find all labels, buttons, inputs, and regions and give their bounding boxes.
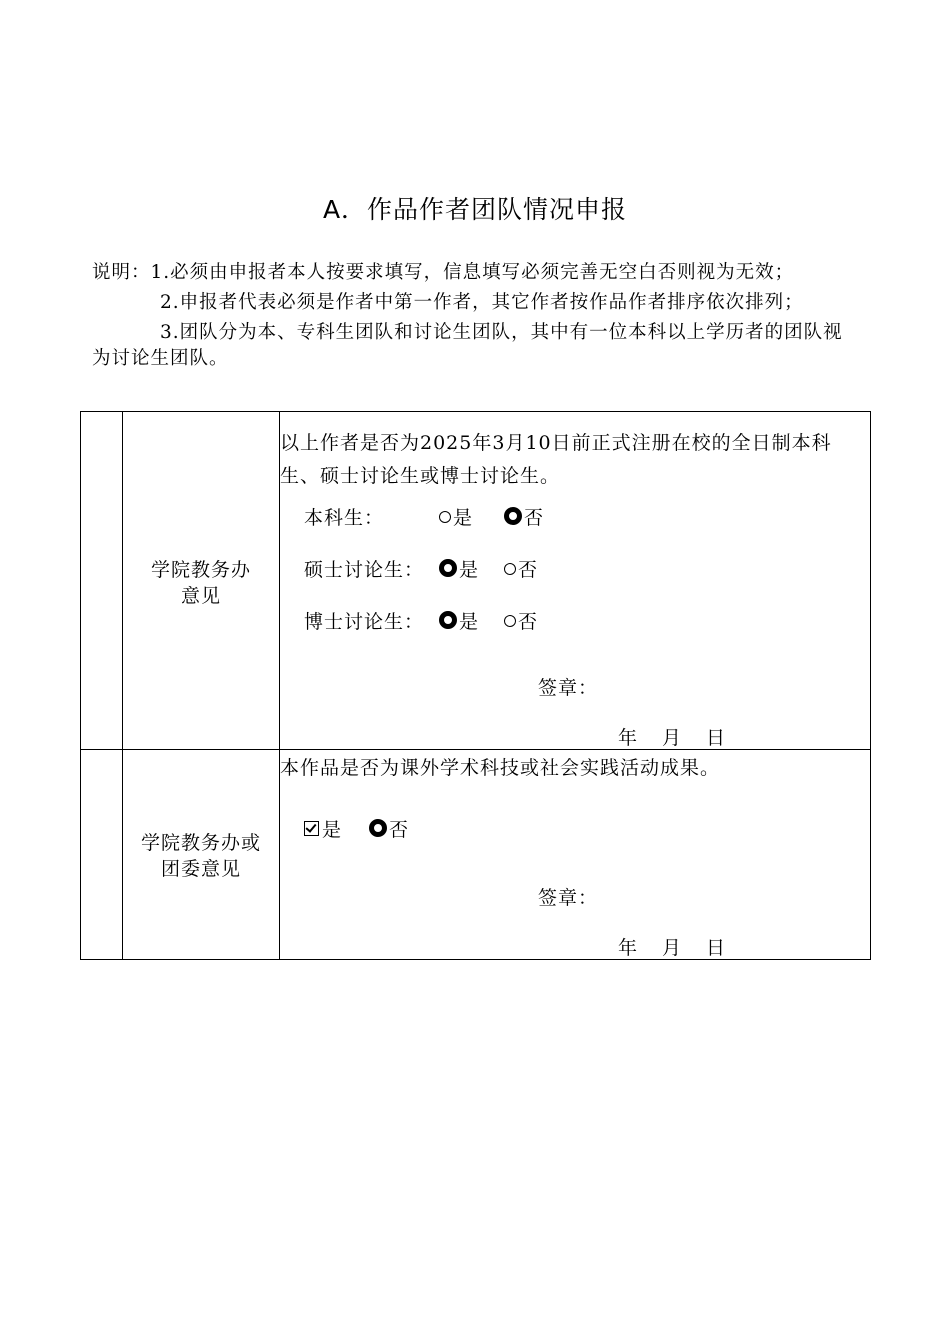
section1-year: 年 (618, 727, 639, 749)
master-label: 硕士讨论生： (304, 559, 425, 581)
section2-signature-label: 签章： (538, 887, 599, 909)
doctor-label: 博士讨论生： (304, 611, 425, 633)
table-border-right (870, 411, 871, 960)
section1-month: 月 (662, 727, 683, 749)
section2-label: 学院教务办或 团委意见 (140, 832, 261, 880)
approval-table (80, 411, 871, 960)
radio-selected-icon[interactable] (369, 819, 387, 837)
radio-selected-icon[interactable] (439, 611, 457, 629)
instruction-1: 说明：1.必须由申报者本人按要求填写，信息填写必须完善无空白否则视为无效； (92, 262, 795, 283)
radio-selected-icon[interactable] (504, 507, 522, 525)
undergrad-no-option[interactable]: 否 (504, 505, 544, 531)
page-title: A．作品作者团队情况申报 (322, 195, 628, 224)
radio-unselected-icon[interactable] (504, 615, 516, 627)
section1-signature-label: 签章： (538, 677, 599, 699)
table-border-top (80, 411, 871, 412)
section1-label: 学院教务办 意见 (150, 559, 251, 607)
section2-month: 月 (662, 937, 683, 959)
instruction-2: 2.申报者代表必须是作者中第一作者，其它作者按作品作者排序依次排列； (160, 292, 804, 313)
undergrad-label: 本科生： (304, 507, 385, 529)
section2-no-option[interactable]: 否 (369, 817, 409, 843)
doctor-yes-option[interactable]: 是 (439, 609, 479, 635)
section1-question: 以上作者是否为2025年3月10日前正式注册在校的全日制本科生、硕士讨论生或博士讨论生。 (280, 432, 832, 487)
table-column-divider-2 (279, 411, 280, 960)
undergrad-yes-option[interactable]: 是 (439, 505, 473, 531)
table-row-divider (80, 749, 871, 750)
master-row (304, 557, 424, 583)
section1-day: 日 (706, 727, 727, 749)
section2-yes-option[interactable]: 是 (304, 817, 342, 843)
radio-selected-icon[interactable] (439, 559, 457, 577)
master-no-option[interactable]: 否 (504, 557, 538, 583)
checkbox-checked-icon[interactable] (304, 821, 319, 836)
master-yes-option[interactable]: 是 (439, 557, 479, 583)
instructions (92, 260, 862, 376)
radio-unselected-icon[interactable] (439, 511, 451, 523)
table-border-bottom (80, 959, 871, 960)
doctor-no-option[interactable]: 否 (504, 609, 538, 635)
section2-day: 日 (706, 937, 727, 959)
section2-question: 本作品是否为课外学术科技或社会实践活动成果。 (280, 757, 721, 779)
instruction-3: 3.团队分为本、专科生团队和讨论生团队，其中有一位本科以上学历者的团队视为讨论生团队。 (92, 322, 843, 369)
undergrad-row (304, 505, 384, 531)
radio-unselected-icon[interactable] (504, 563, 516, 575)
table-border-left (80, 411, 81, 960)
section2-year: 年 (618, 937, 639, 959)
doctor-row (304, 609, 424, 635)
